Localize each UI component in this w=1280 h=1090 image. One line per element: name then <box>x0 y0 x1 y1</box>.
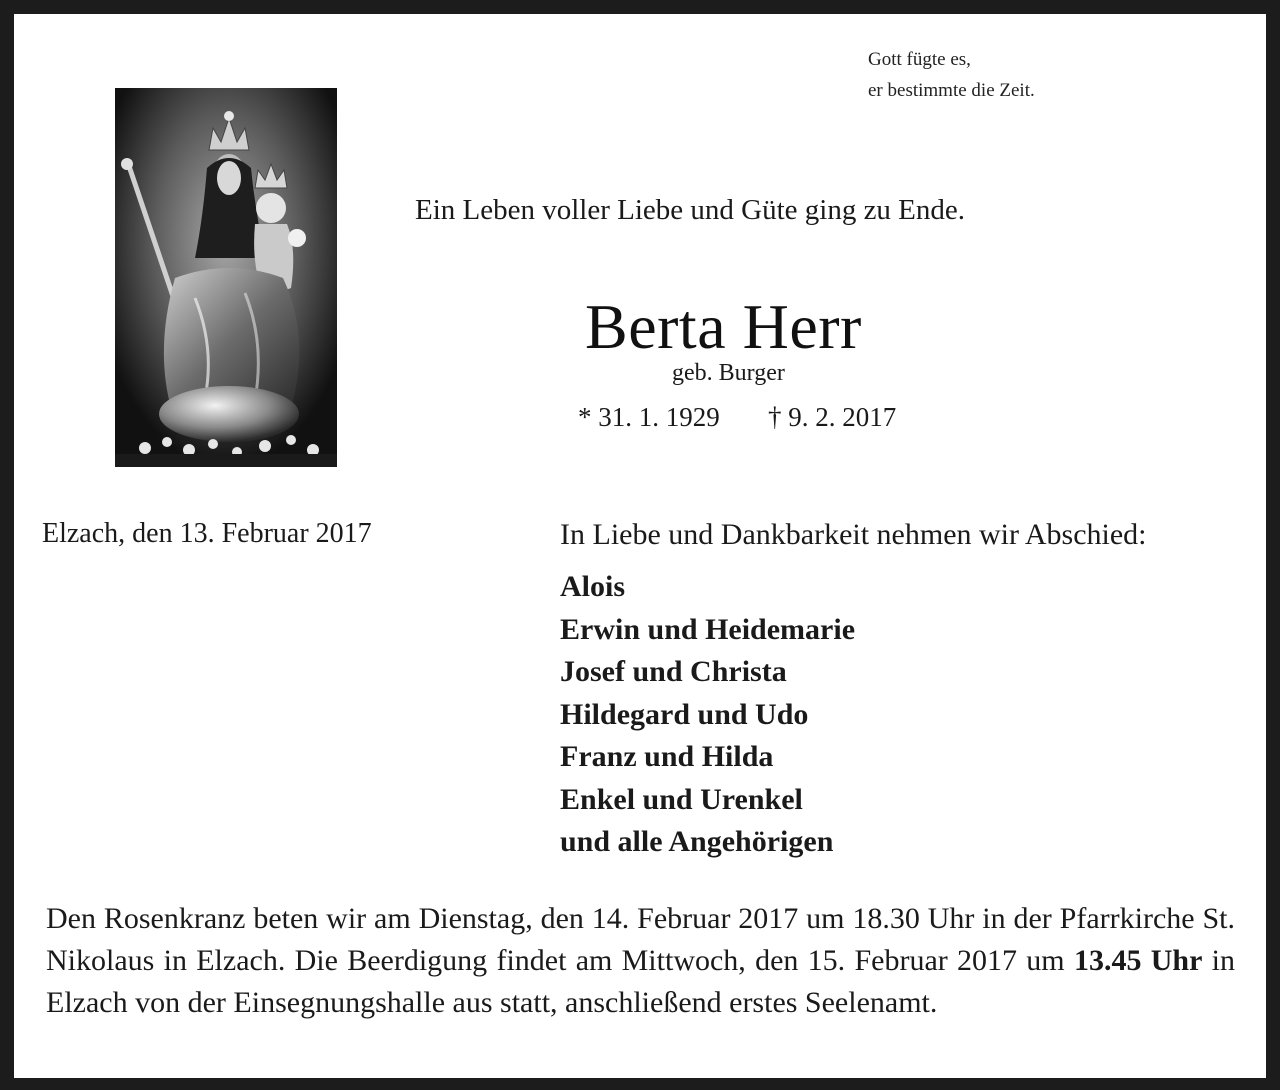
mourner-item: und alle Angehörigen <box>560 825 834 858</box>
mourner-item: Hildegard und Udo <box>560 697 809 731</box>
death-date: † 9. 2. 2017 <box>768 402 897 432</box>
motto-line-1: Gott fügte es, <box>868 49 971 70</box>
mourner-item: Franz und Hilda <box>560 740 774 773</box>
service-text-part-2: in Elzach von der Einsegnungshalle aus statt, anschließend erstes Seelenamt. <box>46 944 1236 1019</box>
mourners-list <box>560 566 855 864</box>
deceased-name: Berta Herr <box>585 291 862 362</box>
service-details <box>46 898 1235 1024</box>
mourner-item: Alois <box>560 570 626 603</box>
motto <box>868 44 1035 106</box>
service-text-part-1: Den Rosenkranz beten wir am Dienstag, den 14. Februar 2017 um 18.30 Uhr in der Pfarrkirche St. Nikolaus in Elzach. Die Beerdigung findet am Mittwoch, den 15. Februar 2017 um <box>46 902 1235 977</box>
burial-time: 13.45 Uhr <box>1073 944 1203 977</box>
birth-date: * 31. 1. 1929 <box>578 402 720 432</box>
mourner-item: Enkel und Urenkel <box>560 782 803 816</box>
birth-name: geb. Burger <box>672 360 785 386</box>
motto-line-2: er bestimmte die Zeit. <box>868 80 1035 101</box>
place-and-date: Elzach, den 13. Februar 2017 <box>42 518 372 549</box>
mourner-item: Erwin und Heidemarie <box>560 612 856 646</box>
tagline: Ein Leben voller Liebe und Güte ging zu Ende. <box>415 194 966 226</box>
mourner-item: Josef und Christa <box>560 655 787 688</box>
farewell-line: In Liebe und Dankbarkeit nehmen wir Abschied: <box>560 518 1147 551</box>
madonna-statue-photo <box>115 88 337 467</box>
